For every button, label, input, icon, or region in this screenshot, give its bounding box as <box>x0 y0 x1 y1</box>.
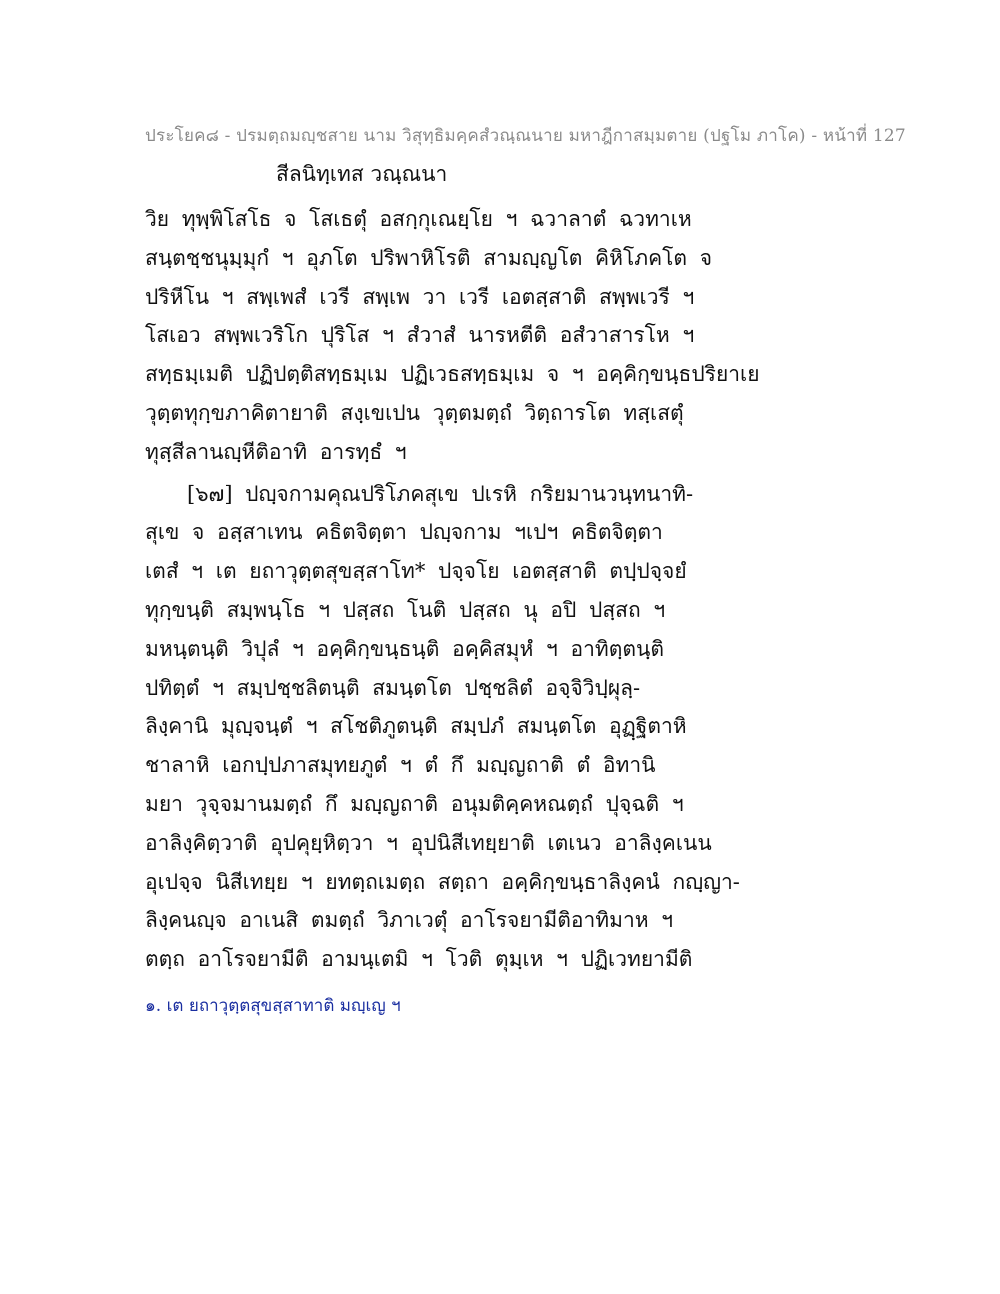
section-title: สีลนิทฺเทส วณฺณนา <box>276 162 448 186</box>
text-line: ทุสฺสีลานญฺหีติอาทิ อารทฺธํ ฯ <box>145 439 407 464</box>
text-line: สนฺตชฺชนุมฺมุกํ ฯ อุภโต ปริพาหิโรติ สามญฺญโต คิหิโภคโต จ <box>145 245 713 270</box>
text-line: โสเอว สพฺพเวริโก ปุริโส ฯ สํวาสํ นารหตีติ อสํวาสารโห ฯ <box>145 323 695 348</box>
text-line: ชาลาหิ เอกปฺปภาสมุทยภูตํ ฯ ตํ กึ มญฺญถาติ ตํ อิทานิ <box>145 753 656 778</box>
text-line: ตตฺถ อาโรจยามีติ อามนฺเตมิ ฯ โวติ ตุมฺเห ฯ ปฏิเวทยามีติ <box>145 947 693 972</box>
footnote: ๑. เต ยถาวุตฺตสุขสฺสาทาติ มญฺเญ ฯ <box>145 996 401 1016</box>
paragraph-start-line: [๖๗] ปญฺจกามคุณปริโภคสุเข ปเรหิ กริยมานวนฺทนาทิ- <box>187 481 694 506</box>
text-line: ทุกฺขนฺติ สมฺพนฺโธ ฯ ปสฺสถ โนติ ปสฺสถ นุ อปิ ปสฺสถ ฯ <box>145 597 666 622</box>
page-header: ประโยค๘ - ปรมตฺถมญฺชสาย นาม วิสุทฺธิมคฺคสํวณฺณนาย มหาฎีกาสมฺมตาย (ปฐโม ภาโค) - หน้าที่ 127 <box>145 126 906 146</box>
text-line: วุตฺตทุกฺขภาคิตายาติ สงฺเขเปน วุตฺตมตฺถํ วิตฺถารโต ทสฺเสตุํ <box>145 400 684 425</box>
text-line: วิย ทุพฺพิโสโธ จ โสเธตุํ อสกฺกุเณยฺโย ฯ ฉวาลาตํ ฉวทาเห <box>145 207 692 231</box>
text-line: มยา วุจฺจมานมตฺถํ กึ มญฺญถาติ อนุมติคฺคหณตฺถํ ปุจฺฉติ ฯ <box>145 791 684 816</box>
body-text <box>145 200 865 979</box>
text-line: สทฺธมฺเมติ ปฏิปตฺติสทฺธมฺเม ปฏิเวธสทฺธมฺเม จ ฯ อคฺคิกฺขนฺธปริยาเย <box>145 362 760 387</box>
text-line: มหนฺตนฺติ วิปุลํ ฯ อคฺคิกฺขนฺธนฺติ อคฺคิสมุหํ ฯ อาทิตฺตนฺติ <box>145 636 664 661</box>
text-line: อุเปจฺจ นิสีเทยฺย ฯ ยทตฺถเมตฺถ สตฺถา อคฺคิกฺขนฺธาลิงฺคนํ กญฺญา- <box>145 869 740 894</box>
text-line: สุเข จ อสฺสาเทน คธิตจิตฺตา ปญฺจกาม ฯเปฯ คธิตจิตฺตา <box>145 520 663 545</box>
text-line: ลิงฺคนญฺจ อาเนสิ ตมตฺถํ วิภาเวตุํ อาโรจยามีติอาทิมาห ฯ <box>145 908 674 933</box>
text-line: ปริหีโน ฯ สพฺเพสํ เวรี สพฺเพ วา เวรี เอตสฺสาติ สพฺพเวรี ฯ <box>145 284 695 309</box>
text-line: ลิงฺคานิ มุญฺจนฺตํ ฯ สโชติภูตนฺติ สมฺปภํ สมนฺตโต อุฏฺฐิตาหิ <box>145 714 687 739</box>
text-line: อาลิงฺคิตฺวาติ อุปคุยฺหิตฺวา ฯ อุปนิสีเทยฺยาติ เตเนว อาลิงฺคเนน <box>145 830 712 855</box>
text-line: ปทิตฺตํ ฯ สมฺปชฺชลิตนฺติ สมนฺตโต ปชฺชลิตํ อจฺจิวิปฺผุลฺ- <box>145 675 641 700</box>
text-line: เตสํ ฯ เต ยถาวุตฺตสุขสฺสาโท* ปจฺจโย เอตสฺสาติ ตปฺปจฺจยํ <box>145 559 687 584</box>
